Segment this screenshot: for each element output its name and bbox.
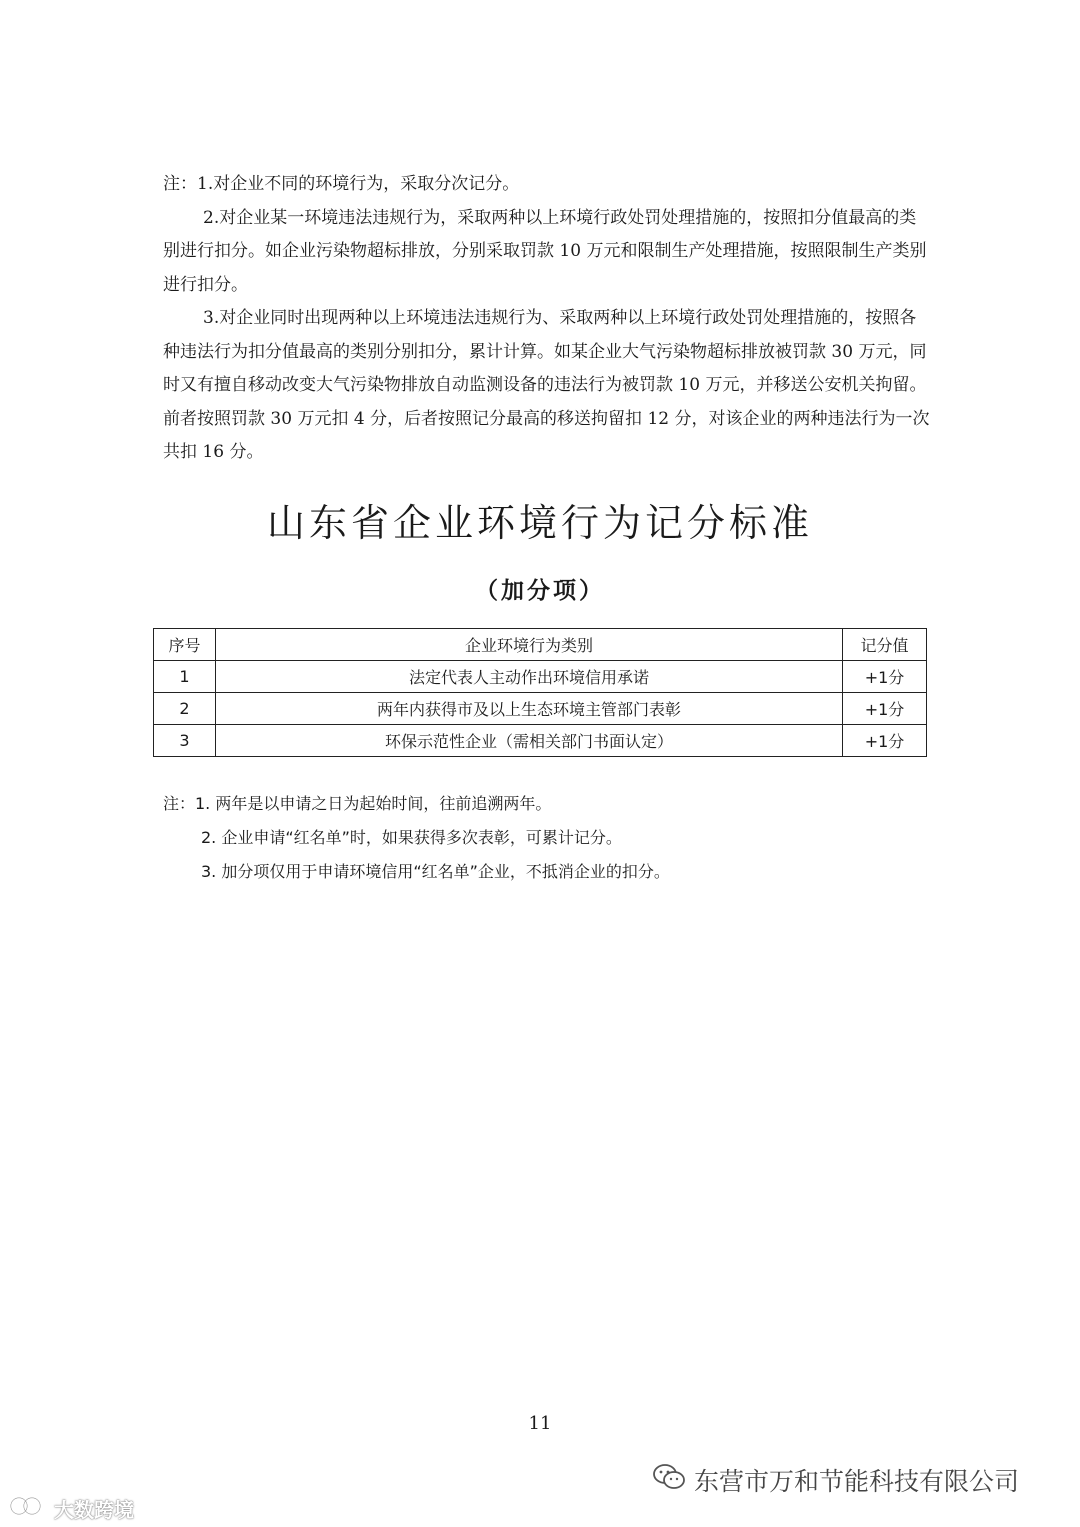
watermark-left	[10, 1494, 134, 1523]
watermark-company: 东营市万和节能科技有限公司	[694, 1467, 1020, 1496]
notes-bottom	[163, 787, 933, 889]
table-header-row	[154, 629, 927, 661]
notes-top	[163, 168, 933, 470]
header-category: 企业环境行为类别	[216, 629, 843, 661]
brand-logo-icon	[10, 1495, 50, 1522]
row-index: 3	[154, 725, 216, 757]
table-row	[154, 661, 927, 693]
wechat-icon	[652, 1463, 686, 1497]
note-bottom-3: 3. 加分项仅用于申请环境信用“红名单”企业，不抵消企业的扣分。	[201, 862, 670, 881]
row-category: 法定代表人主动作出环境信用承诺	[216, 661, 843, 693]
note-top-3: 3.对企业同时出现两种以上环境违法违规行为、采取两种以上环境行政处罚处理措施的，按照各种违法行为扣分值最高的类别分别扣分，累计计算。如某企业大气污染物超标排放被罚款 30 万元，同时又有擅自移动改变大气污染物排放自动监测设备的违法行为被罚款 10 万元，并移送公安机关拘留。前者按照罚款 30 万元扣 4 分，后者按照记分最高的移送拘留扣 12 分，对该企业的两种违法行为一次共扣 16 分。	[163, 308, 930, 462]
watermark-brand: 大数跨境	[54, 1498, 134, 1522]
page-subtitle: （加分项）	[475, 578, 605, 604]
note-top-2: 2.对企业某一环境违法违规行为，采取两种以上环境行政处罚处理措施的，按照扣分值最高的类别进行扣分。如企业污染物超标排放，分别采取罚款 10 万元和限制生产处理措施，按照限制生产类别进行扣分。	[163, 207, 927, 295]
table-row	[154, 725, 927, 757]
note-top-1: 注：1.对企业不同的环境行为，采取分次记分。	[163, 174, 520, 194]
header-index: 序号	[154, 629, 216, 661]
row-category: 环保示范性企业（需相关部门书面认定）	[216, 725, 843, 757]
note-bottom-1: 注：1. 两年是以申请之日为起始时间，往前追溯两年。	[163, 794, 552, 813]
row-score: +1分	[843, 725, 927, 757]
row-category: 两年内获得市及以上生态环境主管部门表彰	[216, 693, 843, 725]
row-index: 1	[154, 661, 216, 693]
header-score: 记分值	[843, 629, 927, 661]
row-index: 2	[154, 693, 216, 725]
watermark-right	[652, 1462, 1019, 1498]
page-title: 山东省企业环境行为记分标准	[266, 501, 813, 545]
table-row	[154, 693, 927, 725]
scoring-table	[153, 628, 927, 757]
row-score: +1分	[843, 661, 927, 693]
page-number: 11	[528, 1413, 552, 1434]
row-score: +1分	[843, 693, 927, 725]
note-bottom-2: 2. 企业申请“红名单”时，如果获得多次表彰，可累计记分。	[201, 828, 622, 847]
